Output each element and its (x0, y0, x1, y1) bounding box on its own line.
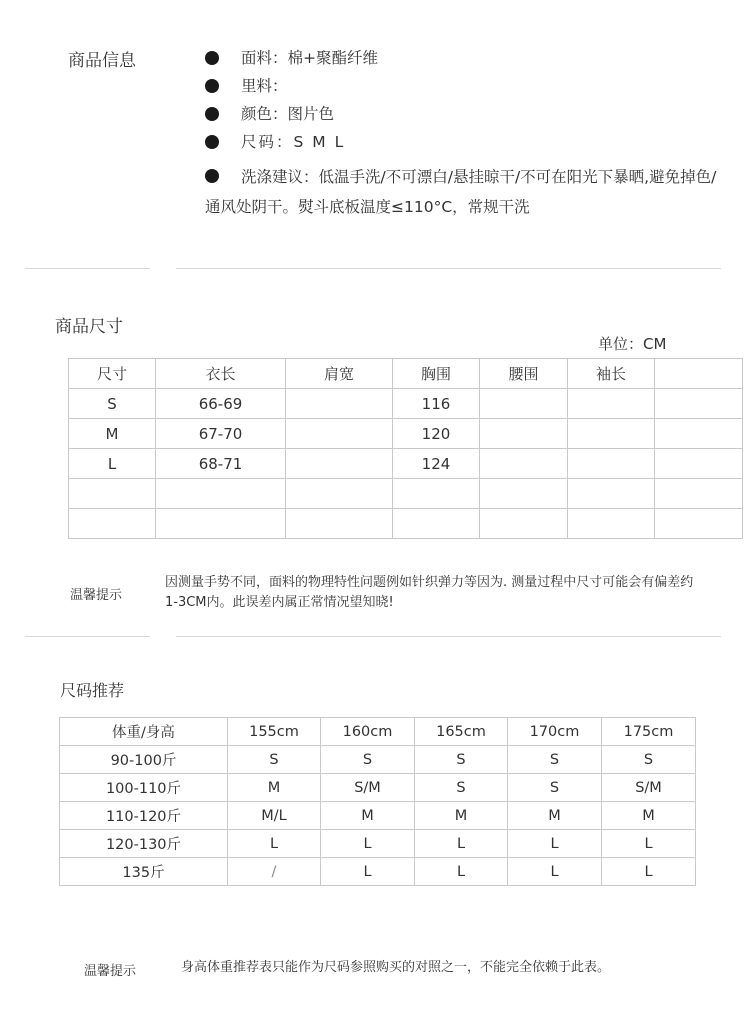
table-row (69, 509, 743, 539)
table-cell: L (602, 830, 696, 858)
table-row (69, 479, 743, 509)
table-cell (69, 479, 156, 509)
divider (25, 268, 150, 269)
table-header-row (69, 359, 743, 389)
table-cell (286, 509, 393, 539)
table-cell: M (228, 774, 321, 802)
table-row (60, 858, 696, 886)
divider (176, 636, 721, 637)
table-cell: 100-110斤 (60, 774, 228, 802)
table-cell: 66-69 (156, 389, 286, 419)
divider (25, 636, 150, 637)
table-cell: S (69, 389, 156, 419)
notice-text: 身高体重推荐表只能作为尺码参照购买的对照之一，不能完全依赖于此表。 (181, 960, 611, 975)
header-cell: 肩宽 (286, 359, 393, 389)
product-info-list (205, 44, 735, 156)
table-cell: L (602, 858, 696, 886)
table-cell: L (69, 449, 156, 479)
bullet-icon (205, 107, 219, 121)
table-cell (480, 479, 568, 509)
table-cell: M (321, 802, 415, 830)
table-row (69, 419, 743, 449)
table-cell (655, 509, 743, 539)
table-cell: S (228, 746, 321, 774)
header-cell: 腰围 (480, 359, 568, 389)
table-cell: S (321, 746, 415, 774)
table-cell: M (415, 802, 508, 830)
table-cell (480, 419, 568, 449)
unit-label: 单位：CM (598, 335, 667, 353)
table-cell (393, 509, 480, 539)
size-recommend-label: 尺码推荐 (60, 681, 125, 700)
table-row (69, 389, 743, 419)
table-cell (655, 419, 743, 449)
table-cell (480, 389, 568, 419)
header-cell: 160cm (321, 718, 415, 746)
table-cell (156, 479, 286, 509)
table-cell (568, 419, 655, 449)
notice-text: 因测量手势不同，面料的物理特性问题例如针织弹力等因为. 测量过程中尺寸可能会有偏差约1-3CM内。此误差内属正常情况望知晓! (165, 575, 694, 610)
table-row (69, 449, 743, 479)
table-cell: 67-70 (156, 419, 286, 449)
header-cell (655, 359, 743, 389)
table-cell: M (508, 802, 602, 830)
table-cell (480, 509, 568, 539)
table-cell: L (321, 830, 415, 858)
table-row (60, 774, 696, 802)
header-cell: 165cm (415, 718, 508, 746)
table-cell: 120 (393, 419, 480, 449)
header-cell: 175cm (602, 718, 696, 746)
info-item-size (205, 128, 735, 156)
table-cell: L (415, 858, 508, 886)
info-item-text: 里料： (241, 77, 288, 95)
wash-text: 洗涤建议：低温手洗/不可漂白/悬挂晾干/不可在阳光下暴晒,避免掉色/通风处阴干。熨斗底板温度≤110°C，常规干洗 (205, 168, 717, 216)
header-cell: 170cm (508, 718, 602, 746)
info-item-text: 颜色：图片色 (241, 105, 335, 123)
divider (176, 268, 721, 269)
bullet-icon (205, 169, 219, 183)
wash-instructions (205, 162, 725, 222)
table-cell: 110-120斤 (60, 802, 228, 830)
table-cell (286, 479, 393, 509)
table-cell (393, 479, 480, 509)
table-cell (69, 509, 156, 539)
header-cell: 胸围 (393, 359, 480, 389)
table-cell: S (415, 746, 508, 774)
table-cell (286, 389, 393, 419)
table-cell (568, 509, 655, 539)
table-cell (568, 449, 655, 479)
table-row (60, 746, 696, 774)
product-info-label: 商品信息 (68, 51, 136, 71)
table-cell: S (602, 746, 696, 774)
table-cell (156, 509, 286, 539)
table-cell: L (415, 830, 508, 858)
notice-label: 温馨提示 (70, 588, 123, 603)
table-cell: S/M (321, 774, 415, 802)
table-cell: 90-100斤 (60, 746, 228, 774)
bullet-icon (205, 51, 219, 65)
header-cell: 体重/身高 (60, 718, 228, 746)
table-cell: 120-130斤 (60, 830, 228, 858)
table-cell (655, 389, 743, 419)
table-cell (480, 449, 568, 479)
table-cell (655, 479, 743, 509)
table-cell: / (228, 858, 321, 886)
bullet-icon (205, 135, 219, 149)
table-cell (568, 389, 655, 419)
table-cell (286, 449, 393, 479)
table-cell: M/L (228, 802, 321, 830)
info-item-text: 尺码：S M L (241, 133, 346, 151)
size-chart-label: 商品尺寸 (55, 317, 123, 337)
info-item-color (205, 100, 735, 128)
table-cell (286, 419, 393, 449)
size-recommend-table (59, 717, 696, 886)
table-cell: 124 (393, 449, 480, 479)
table-cell: L (228, 830, 321, 858)
notice-label: 温馨提示 (84, 964, 137, 979)
table-header-row (60, 718, 696, 746)
header-cell: 衣长 (156, 359, 286, 389)
header-cell: 袖长 (568, 359, 655, 389)
header-cell: 155cm (228, 718, 321, 746)
table-cell: 135斤 (60, 858, 228, 886)
table-cell: S (415, 774, 508, 802)
table-cell: 68-71 (156, 449, 286, 479)
header-cell: 尺寸 (69, 359, 156, 389)
table-cell: S (508, 746, 602, 774)
info-item-fabric (205, 44, 735, 72)
table-row (60, 802, 696, 830)
table-row (60, 830, 696, 858)
table-cell: S (508, 774, 602, 802)
bullet-icon (205, 79, 219, 93)
size-chart-table (68, 358, 743, 539)
info-item-text: 面料：棉+聚酯纤维 (241, 49, 378, 67)
table-cell: L (508, 858, 602, 886)
table-cell: M (69, 419, 156, 449)
info-item-lining (205, 72, 735, 100)
table-cell: S/M (602, 774, 696, 802)
table-cell: M (602, 802, 696, 830)
table-cell: L (321, 858, 415, 886)
table-cell: 116 (393, 389, 480, 419)
table-cell (568, 479, 655, 509)
table-cell (655, 449, 743, 479)
table-cell: L (508, 830, 602, 858)
